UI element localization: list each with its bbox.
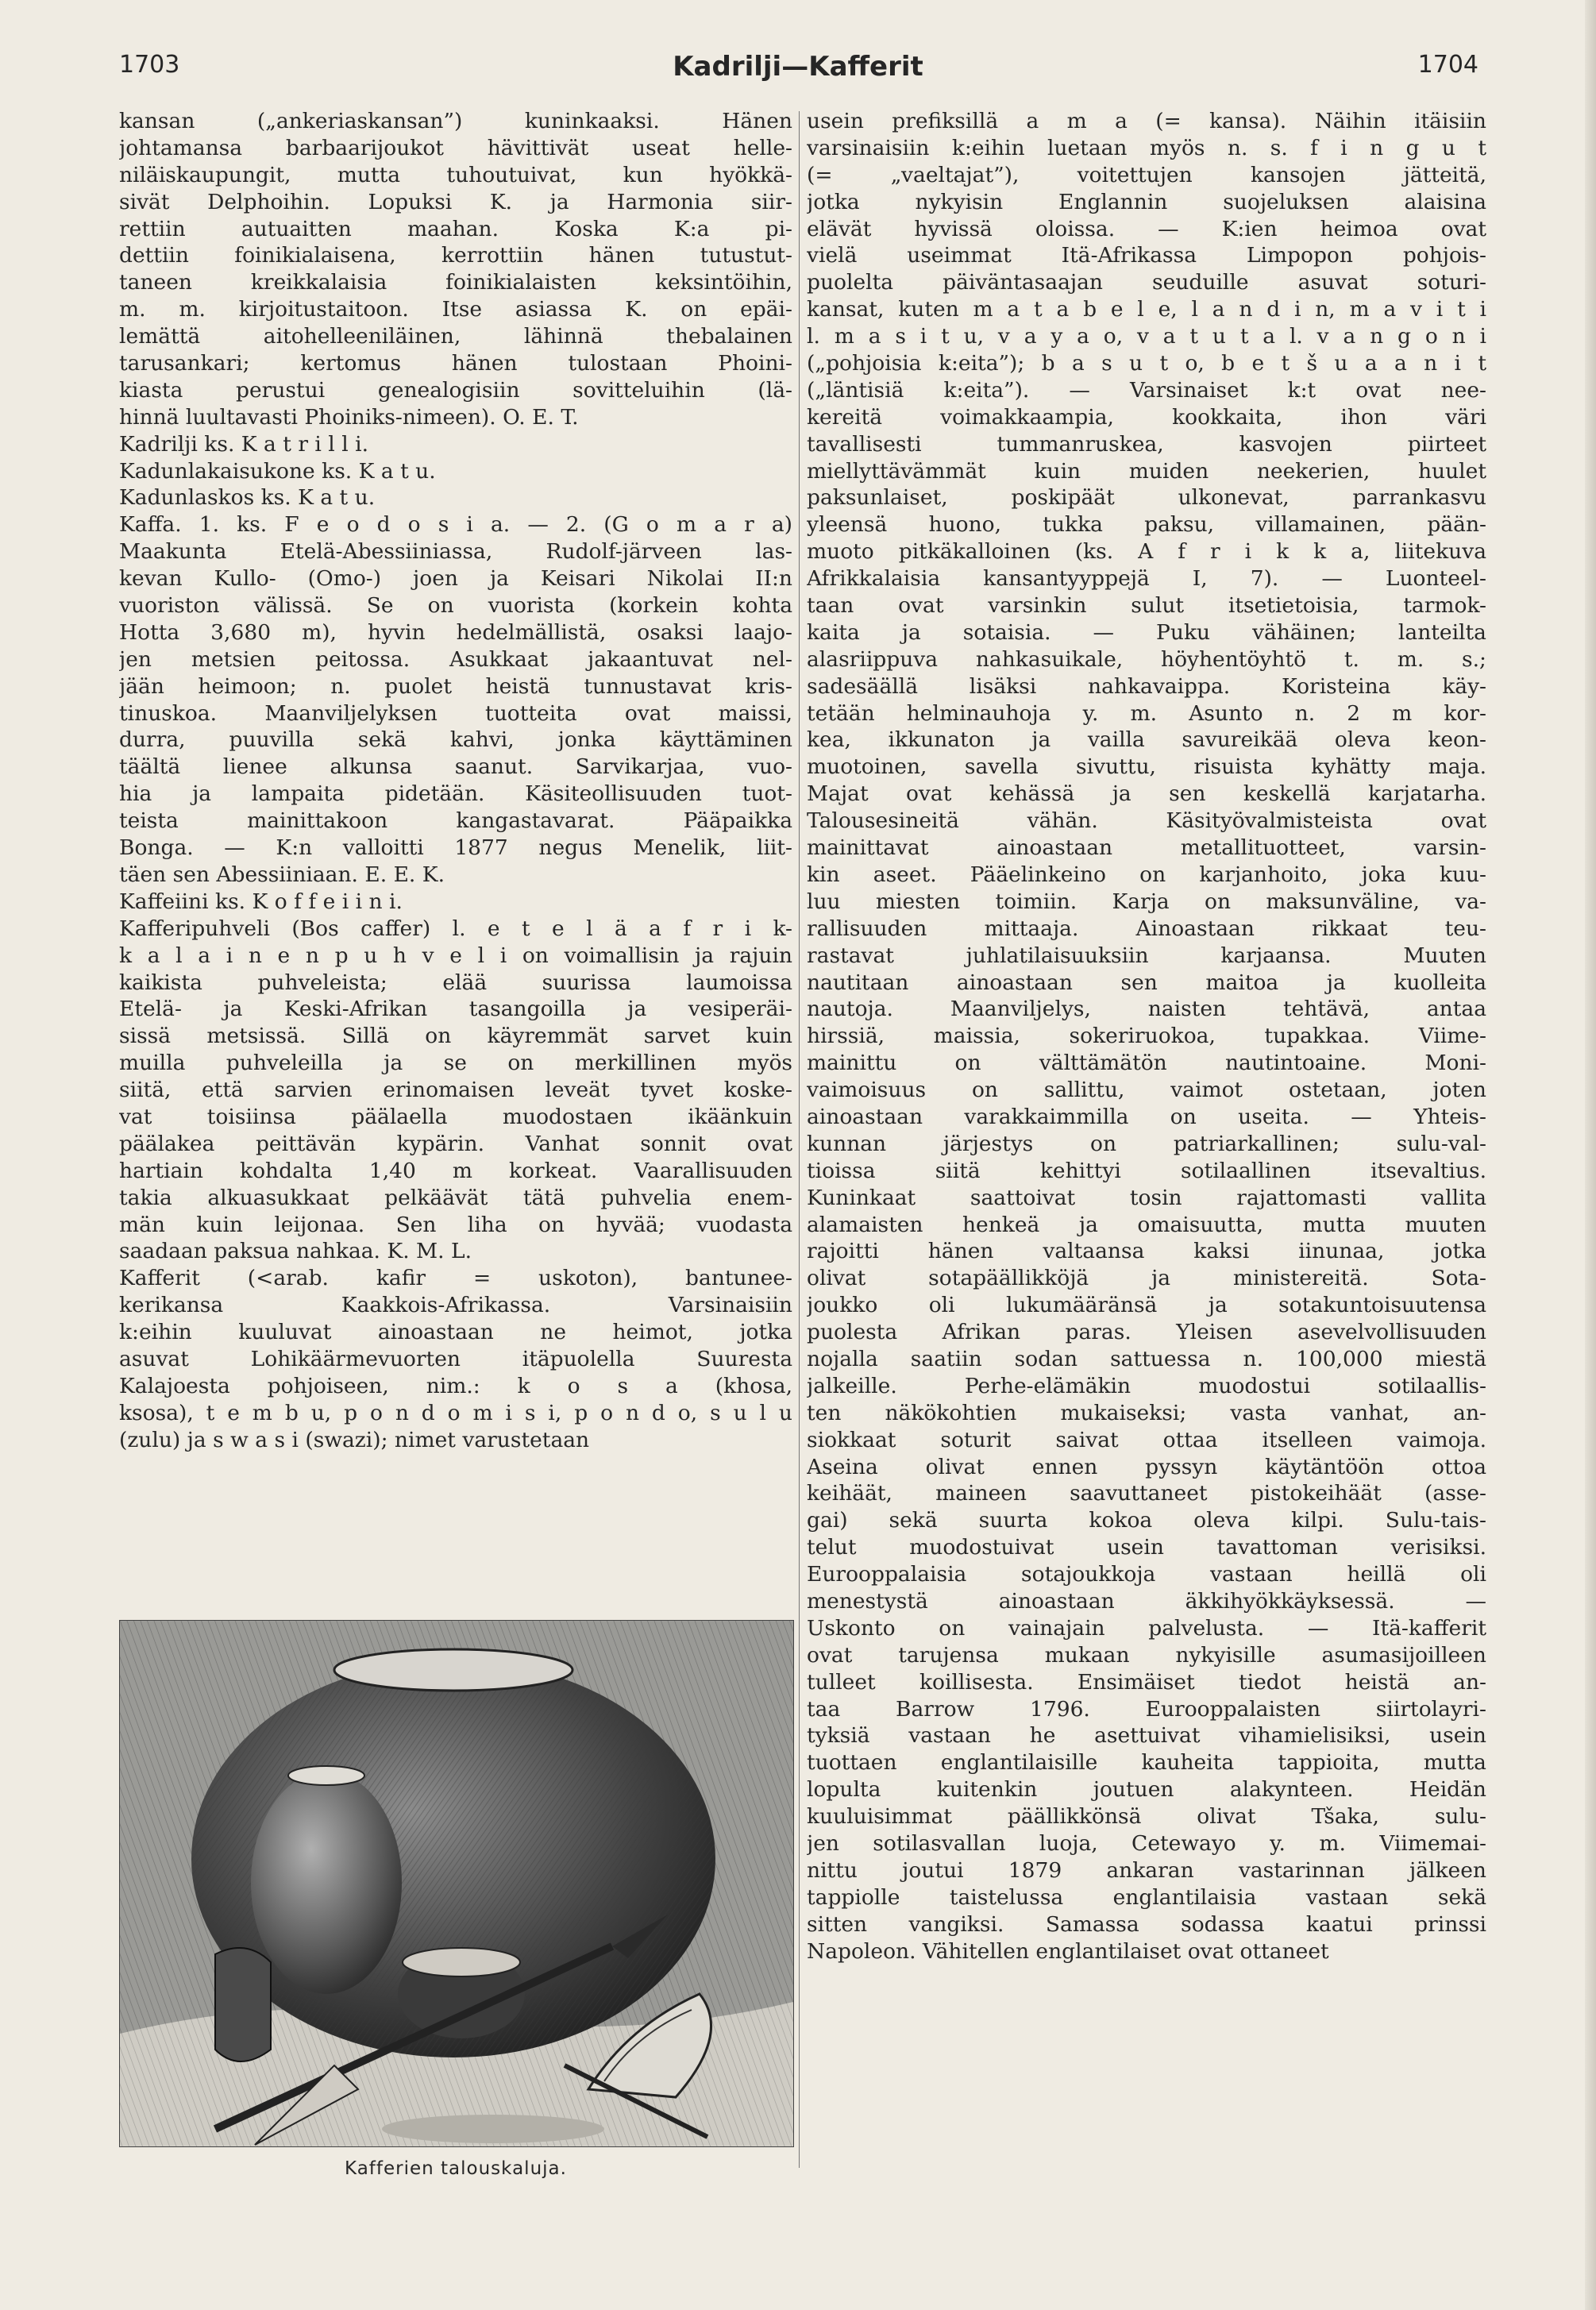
text-line: sivät Delphoihin. Lopuksi K. ja Harmonia siir- [119,189,792,214]
text-line: lemättä aitohelleeniläinen, lähinnä thebalainen [119,324,792,349]
text-line: nautitaan ainoastaan sen maitoa ja kuolleita [807,970,1486,995]
left-column [119,108,792,1454]
text-line: puolelta päiväntasaajan seuduille asuvat soturi- [807,270,1486,295]
text-line: vielä useimmat Itä-Afrikassa Limpopon pohjois- [807,243,1486,268]
text-line: („pohjoisia k:eita”); b a s u t o, b e t š u a a n i t [807,351,1486,376]
text-line: rajoitti hänen valtaansa kaksi iinunaa, jotka [807,1239,1486,1264]
text-line: ksosa), t e m b u, p o n d o m i s i, p o n d o, s u l u [119,1400,792,1425]
text-line: takia alkuasukkaat pelkäävät tätä puhvelia enem- [119,1185,792,1210]
text-line: siitä, että sarvien erinomaisen leveät tyvet koske- [119,1078,792,1103]
text-line: kerikansa Kaakkois-Afrikassa. Varsinaisiin [119,1293,792,1318]
text-line: johtamansa barbaarijoukot hävittivät useat helle- [119,135,792,160]
text-line: Maakunta Etelä-Abessiiniassa, Rudolf-järveen las- [119,539,792,565]
text-line: puolesta Afrikan paras. Yleisen asevelvollisuuden [807,1320,1486,1345]
text-line: varsinaisiin k:eihin luetaan myös n. s. f i n g u t [807,135,1486,160]
text-line: Afrikkalaisia kansantyyppejä I, 7). — Luonteel- [807,566,1486,592]
text-line: jen sotilasvallan luoja, Cetewayo y. m. Viimemai- [807,1831,1486,1856]
text-line: joukko oli lukumääränsä ja sotakuntoisuutensa [807,1293,1486,1318]
text-line: lopulta kuitenkin joutuen alakynteen. Heidän [807,1777,1486,1803]
text-line: päälakea peittävän kypärin. Vanhat sonnit ovat [119,1131,792,1156]
figure-caption: Kafferien talouskaluja. [345,2158,567,2179]
running-title: Kadrilji—Kafferit [673,51,923,83]
text-line: Hotta 3,680 m), hyvin hedelmällistä, osaksi laajo- [119,619,792,645]
text-line: l. m a s i t u, v a y a o, v a t u t a l. v a n g o n i [807,324,1486,349]
text-line: jotka nykyisin Englannin suojeluksen alaisina [807,189,1486,214]
text-line: menestystä ainoastaan äkkihyökkäyksessä. — [807,1588,1486,1614]
page-edge [1585,0,1596,2310]
text-line: tetään helminauhoja y. m. Asunto n. 2 m kor- [807,700,1486,726]
text-line: kiasta perustui genealogisiin sovitteluihin (lä- [119,377,792,403]
text-line: siokkaat soturit saivat ottaa itselleen vaimoja. [807,1427,1486,1452]
text-line: nittu joutui 1879 ankaran vastarinnan jälkeen [807,1857,1486,1883]
text-line: mainittavat ainoastaan metallituotteet, varsin- [807,835,1486,861]
text-line: hirssiä, maissia, sokeriruokoa, tupakkaa. Viime- [807,1024,1486,1049]
text-line: Kalajoesta pohjoiseen, nim.: k o s a (khosa, [119,1373,792,1398]
text-line: kea, ikkunaton ja vailla savureikää oleva keon- [807,727,1486,753]
text-line: Etelä- ja Keski-Afrikan tasangoilla ja vesiperäi- [119,997,792,1022]
text-line: kansan („ankeriaskansan”) kuninkaaksi. Hänen [119,109,792,133]
text-line: vat toisiinsa päälaella muodostaen ikäänkuin [119,1104,792,1129]
text-line: ovat tarujensa mukaan nykyisille asumasijoilleen [807,1642,1486,1668]
text-line: kin aseet. Pääelinkeino on karjanhoito, joka kuu- [807,862,1486,887]
text-line: taan ovat varsinkin sulut itsetietoisia, tarmok- [807,593,1486,619]
text-line: mainittu on välttämätön nautintoaine. Moni- [807,1051,1486,1076]
text-line: Kaffeiini ks. K o f f e i i n i. [119,889,403,914]
text-line: kaita ja sotaisia. — Puku vähäinen; lanteilta [807,619,1486,645]
text-line: tarusankari; kertomus hänen tulostaan Phoini- [119,351,792,376]
text-line: usein prefiksillä a m a (= kansa). Näihin itäisiin [807,109,1486,133]
text-line: vuoriston välissä. Se on vuorista (korkein kohta [119,593,792,619]
text-line: kunnan järjestys on patriarkallinen; sulu-val- [807,1131,1486,1156]
text-line: kaikista puhveleista; elää suurissa laumoissa [119,970,792,995]
text-line: teista mainittakoon kangastavarat. Pääpaikka [119,808,792,834]
text-line: Majat ovat kehässä ja sen keskellä karjatarha. [807,781,1486,807]
text-line: taneen kreikkalaisia foinikialaisten keksintöihin, [119,270,792,295]
text-line: täältä lienee alkunsa saanut. Sarvikarjaa, vuo- [119,754,792,780]
text-line: tulleet koillisesta. Ensimäiset tiedot heistä an- [807,1669,1486,1695]
text-line: olivat sotapäällikköjä ja ministereitä. Sota- [807,1266,1486,1291]
text-line: (zulu) ja s w a s i (swazi); nimet varustetaan [119,1427,590,1452]
text-line: rastavat juhlatilaisuuksiin karjaansa. Muuten [807,943,1486,968]
text-line: luu miesten toimiin. Karja on maksunväline, va- [807,889,1486,914]
household-utensils-illustration [119,1620,794,2147]
column-divider [799,111,800,2168]
text-line: hia ja lampaita pidetään. Käsiteollisuuden tuot- [119,781,792,807]
text-line: tappiolle taistelussa englantilaisia vastaan sekä [807,1884,1486,1910]
text-line: tinuskoa. Maanviljelyksen tuotteita ovat maissi, [119,700,792,726]
text-line: yleensä huono, tukka paksu, villamainen, pään- [807,512,1486,538]
text-line: Kafferit (<arab. kafir = uskoton), bantunee- [119,1266,792,1291]
text-line: Kadunlakaisukone ks. K a t u. [119,458,436,484]
page-number-right: 1704 [1417,51,1478,79]
text-line: m. m. kirjoitustaitoon. Itse asiassa K. on epäi- [119,297,792,322]
text-line: Kadrilji ks. K a t r i l l i. [119,431,369,457]
text-line: Eurooppalaisia sotajoukkoja vastaan heillä oli [807,1562,1486,1587]
text-line: taa Barrow 1796. Eurooppalaisten siirtolayri- [807,1696,1486,1722]
text-line: keihäät, maineen saavuttaneet pistokeihäät (asse- [807,1481,1486,1506]
text-line: ten näkökohtien mukaiseksi; vasta vanhat, an- [807,1400,1486,1425]
text-line: Kuninkaat saattoivat tosin rajattomasti vallita [807,1185,1486,1210]
text-line: tioissa siitä kehittyi sotilaallinen itsevaltius. [807,1158,1486,1183]
text-line: kevan Kullo- (Omo-) joen ja Keisari Nikolai II:n [119,566,792,592]
text-line: („läntisiä k:eita”). — Varsinaiset k:t ovat nee- [807,377,1486,403]
water-jar [251,1772,402,1994]
text-line: sissä metsissä. Sillä on käyremmät sarvet kuin [119,1024,792,1049]
text-line: Uskonto on vainajain palvelusta. — Itä-kafferit [807,1615,1486,1641]
text-line: män kuin leijonaa. Sen liha on hyvää; vuodasta [119,1212,792,1237]
text-line: tuottaen englantilaisille kauheita tappioita, mutta [807,1750,1486,1776]
text-line: alasriippuva nahkasuikale, höyhentöyhtö t. m. s.; [807,646,1486,672]
right-column [807,108,1486,1965]
text-line: Talousesineitä vähän. Käsityövalmisteista ovat [807,808,1486,834]
text-line: gai) sekä suurta kokoa oleva kilpi. Sulu-tais- [807,1508,1486,1533]
text-line: kansat, kuten m a t a b e l e, l a n d i n, m a v i t i [807,297,1486,322]
text-line: ainoastaan varakkaimmilla on useita. — Yhteis- [807,1104,1486,1129]
text-line: jään heimoon; n. puolet heistä tunnustavat kris- [119,673,792,699]
text-line: muilla puhveleilla ja se on merkillinen myös [119,1051,792,1076]
text-line: nautoja. Maanviljelys, naisten tehtävä, antaa [807,997,1486,1022]
text-line: asuvat Lohikäärmevuorten itäpuolella Suuresta [119,1346,792,1371]
text-line: Aseina olivat ennen pyssyn käytäntöön ottoa [807,1454,1486,1479]
text-line: elävät hyvissä oloissa. — K:ien heimoa ovat [807,216,1486,241]
text-line: paksunlaiset, poskipäät ulkonevat, parrankasvu [807,485,1486,511]
text-line: (= „vaeltajat”), voitettujen kansojen jätteitä, [807,162,1486,187]
text-line: kuuluisimmat päällikkönsä olivat Tšaka, sulu- [807,1804,1486,1830]
text-line: alamaisten henkeä ja omaisuutta, mutta muuten [807,1212,1486,1237]
text-line: saadaan paksua nahkaa. K. M. L. [119,1239,472,1264]
text-line: tavallisesti tummanruskea, kasvojen piirteet [807,431,1486,457]
text-line: jen metsien peitossa. Asukkaat jakaantuvat nel- [119,646,792,672]
gourd [215,1948,271,2061]
text-line: nojalla saatiin sodan sattuessa n. 100,000 miestä [807,1346,1486,1371]
text-line: hartiain kohdalta 1,40 m korkeat. Vaarallisuuden [119,1158,792,1183]
text-line: muoto pitkäkalloinen (ks. A f r i k k a, liitekuva [807,539,1486,565]
text-line: dettiin foinikialaisena, kerrottiin hänen tutustut- [119,243,792,268]
text-line: vaimoisuus on sallittu, vaimot ostetaan, joten [807,1078,1486,1103]
text-line: täen sen Abessiiniaan. E. E. K. [119,862,445,887]
text-line: muotoinen, savella sivuttu, risuista kyhätty maja. [807,754,1486,780]
text-line: telut muodostuivat usein tavattoman verisiksi. [807,1535,1486,1560]
text-line: Kafferipuhveli (Bos caffer) l. e t e l ä a f r i k- [119,916,792,941]
text-line: Bonga. — K:n valloitti 1877 negus Menelik, liit- [119,835,792,861]
text-line: rallisuuden mittaaja. Ainoastaan rikkaat teu- [807,916,1486,941]
page-number-left: 1703 [119,51,180,79]
text-line: tyksiä vastaan he asettuivat vihamielisiksi, usein [807,1723,1486,1749]
text-line: jalkeille. Perhe-elämäkin muodostui sotilaallis- [807,1373,1486,1398]
text-line: niläiskaupungit, mutta tuhoutuivat, kun hyökkä- [119,162,792,187]
text-line: k:eihin kuuluvat ainoastaan ne heimot, jotka [119,1320,792,1345]
text-line: durra, puuvilla sekä kahvi, jonka käyttäminen [119,727,792,753]
text-line: hinnä luultavasti Phoiniks-nimeen). O. E. T. [119,404,579,430]
text-line: Kadunlaskos ks. K a t u. [119,485,376,511]
text-line: sitten vangiksi. Samassa sodassa kaatui prinssi [807,1911,1486,1937]
text-line: rettiin autuaitten maahan. Koska K:a pi- [119,216,792,241]
text-line: Kaffa. 1. ks. F e o d o s i a. — 2. (G o m a r a) [119,512,792,538]
text-line: kereitä voimakkaampia, kookkaita, ihon väri [807,404,1486,430]
text-line: miellyttävämmät kuin muiden neekerien, huulet [807,458,1486,484]
text-line: k a l a i n e n p u h v e l i on voimallisin ja rajuin [119,943,792,968]
text-line: Napoleon. Vähitellen englantilaiset ovat ottaneet [807,1938,1329,1964]
text-line: sadesäällä lisäksi nahkavaippa. Koristeina käy- [807,673,1486,699]
